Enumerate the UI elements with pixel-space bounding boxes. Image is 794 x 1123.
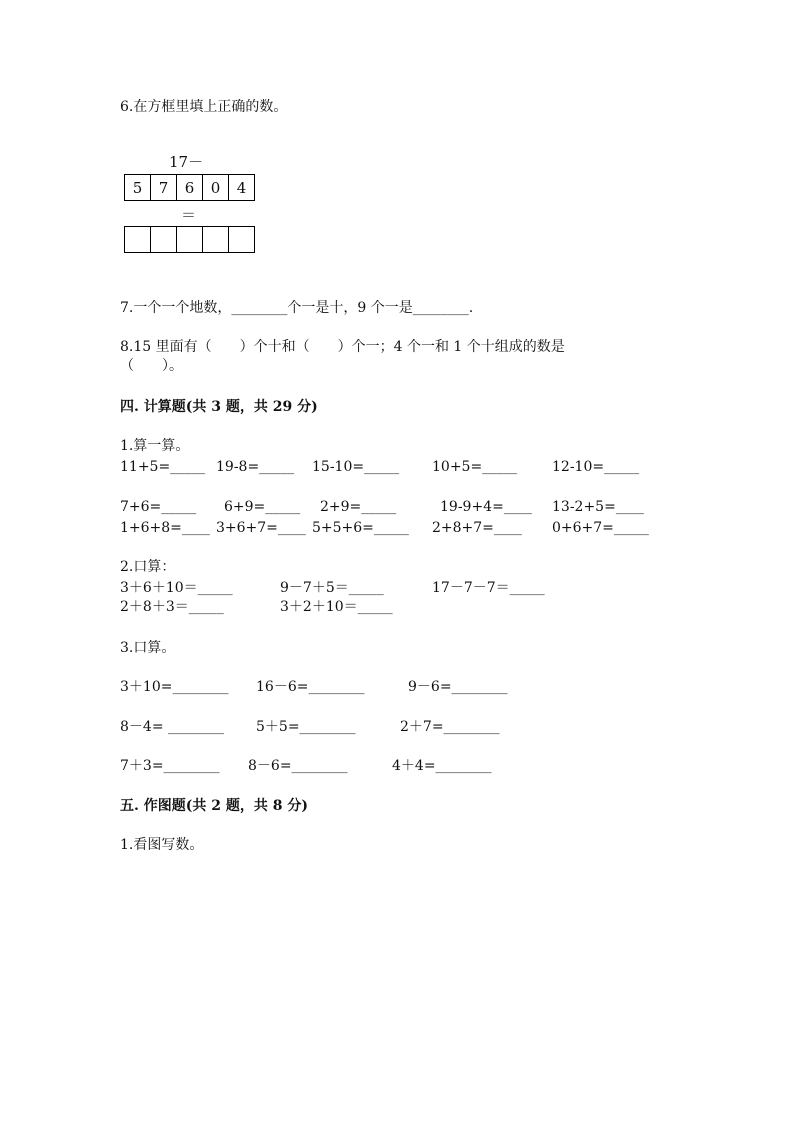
calc-item: 2+9=_____ — [320, 499, 397, 515]
section-4-title: 四. 计算题(共 3 题，共 29 分) — [120, 399, 318, 415]
calc-item: 0+6+7=_____ — [552, 520, 649, 536]
digit-box: 6 — [176, 174, 203, 201]
section-5-title: 五. 作图题(共 2 题，共 8 分) — [120, 798, 308, 814]
calc-item: 13-2+5=____ — [552, 499, 644, 515]
answer-box[interactable] — [228, 226, 255, 253]
digit-box: 5 — [124, 174, 151, 201]
calc-item: 7+6=_____ — [120, 499, 197, 515]
q6-answer-boxes — [124, 226, 255, 253]
calc-item: 4＋4=________ — [392, 758, 492, 774]
s5-p1-title: 1.看图写数。 — [120, 837, 204, 853]
digit-box: 7 — [150, 174, 177, 201]
calc-item: 8－4= ________ — [120, 719, 224, 735]
calc-item: 5+5+6=_____ — [312, 520, 409, 536]
calc-item: 3＋2＋10＝_____ — [280, 599, 393, 615]
calc-item: 2＋8＋3＝_____ — [120, 599, 224, 615]
s4-p1-title: 1.算一算。 — [120, 438, 190, 454]
calc-item: 9－7＋5＝_____ — [280, 580, 384, 596]
calc-item: 12-10=_____ — [552, 459, 640, 475]
calc-item: 3＋6＋10＝_____ — [120, 580, 233, 596]
answer-box[interactable] — [124, 226, 151, 253]
q8-line1: 8.15 里面有（ ）个十和（ ）个一；4 个一和 1 个十组成的数是 — [120, 339, 565, 355]
q6-digit-boxes — [124, 174, 255, 201]
calc-item: 8－6=________ — [248, 758, 348, 774]
calc-item: 19-8=_____ — [216, 459, 295, 475]
answer-box[interactable] — [176, 226, 203, 253]
s4-p3-title: 3.口算。 — [120, 640, 176, 656]
q8-line2: （ ）。 — [120, 358, 183, 374]
calc-item: 19-9+4=____ — [440, 499, 532, 515]
calc-item: 1+6+8=____ — [120, 520, 210, 536]
q7-text: 7.一个一个地数，________个一是十，9 个一是________. — [120, 300, 474, 316]
calc-item: 2+8+7=____ — [432, 520, 522, 536]
q6-title: 6.在方框里填上正确的数。 — [120, 99, 288, 115]
answer-box[interactable] — [150, 226, 177, 253]
calc-item: 2＋7=________ — [400, 719, 500, 735]
q6-equals: ＝ — [181, 206, 197, 224]
answer-box[interactable] — [202, 226, 229, 253]
calc-item: 5＋5=________ — [256, 719, 356, 735]
digit-box: 0 — [202, 174, 229, 201]
calc-item: 10+5=_____ — [432, 459, 518, 475]
calc-item: 6+9=_____ — [224, 499, 301, 515]
digit-box: 4 — [228, 174, 255, 201]
s4-p2-title: 2.口算： — [120, 559, 176, 575]
calc-item: 15-10=_____ — [312, 459, 400, 475]
calc-item: 16－6=________ — [256, 679, 365, 695]
calc-item: 3＋10=________ — [120, 679, 229, 695]
calc-item: 7＋3=________ — [120, 758, 220, 774]
calc-item: 11+5=_____ — [120, 459, 206, 475]
q6-minuend: 17－ — [169, 153, 204, 171]
calc-item: 3+6+7=____ — [216, 520, 306, 536]
calc-item: 9－6=________ — [408, 679, 508, 695]
calc-item: 17－7－7＝_____ — [432, 580, 545, 596]
